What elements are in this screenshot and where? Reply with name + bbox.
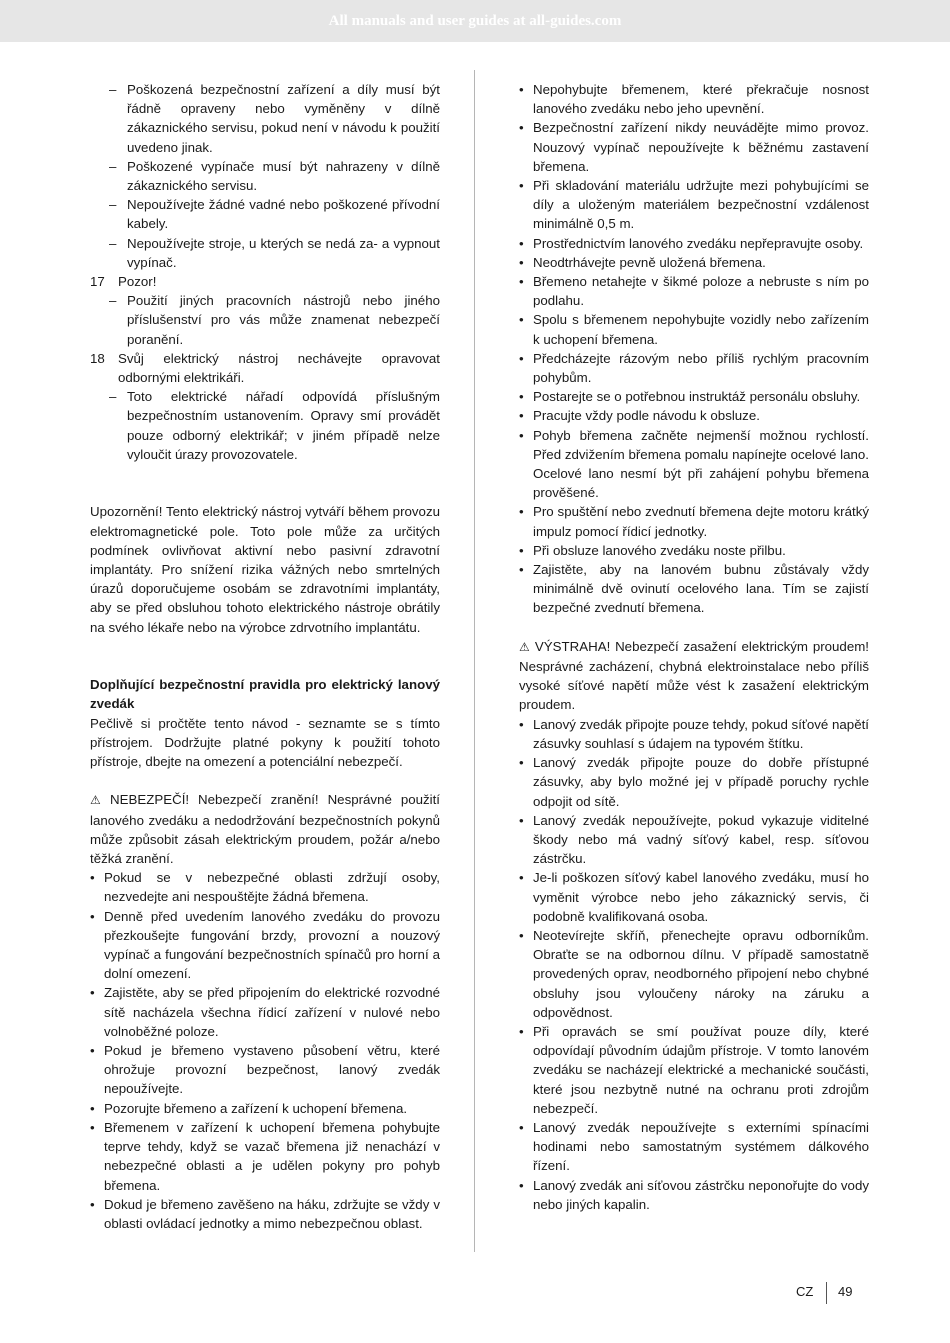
- list-item: • Je-li poškozen síťový kabel lanového zvedáku, musí ho vyměnit výrobce nebo jeho zákaznický servis, či podobně kvalifikovaná osoba.: [519, 870, 869, 924]
- list-item: • Pracujte vždy podle návodu k obsluze.: [519, 408, 760, 424]
- numbered-item-18: 18 Svůj elektrický nástroj nechávejte opravovat odbornými elektrikáři.: [90, 350, 440, 386]
- list-item: • Pro spuštění nebo zvednutí břemena dejte motoru krátký impulz pomocí řídicí jednotky.: [519, 504, 869, 539]
- list-item: • Neodtrhávejte pevně uložená břemena.: [519, 254, 766, 270]
- language-code: CZ: [796, 1284, 814, 1299]
- list-item: – Poškozené vypínače musí být nahrazeny v dílně zákaznického servisu.: [109, 158, 440, 194]
- list-item: • Bezpečnostní zařízení nikdy neuvádějte mimo provoz. Nouzový vypínač nepoužívejte k běžnému zastavení břemena.: [519, 120, 869, 174]
- list-item: • Pohyb břemena začněte nejmenší možnou rychlostí. Před zdvižením břemena pomalu napínejte ocelové lano. Ocelové lano nesmí být při zahájení pohybu břemena prověšené.: [519, 427, 869, 501]
- page-footer: [770, 1282, 860, 1304]
- list-item: – Nepoužívejte žádné vadné nebo poškozené přívodní kabely.: [109, 197, 440, 232]
- emf-note: Upozornění! Tento elektrický nástroj vytváří během provozu elektromagnetické pole. Toto pole může za určitých podmínek ovlivňovat aktivní nebo pasivní zdravotní implantáty. Pro snížení rizika vážných nebo smrtelných úrazů doporučujeme osobám se zdravotními implantáty, aby se před obsluhou tohoto elektrického nástroje obrátily na svého lékaře nebo na výrobce zdrvotního implantátu.: [90, 504, 440, 635]
- list-item: • Zajistěte, aby se před připojením do elektrické rozvodné sítě nacházela všechna řídicí zařízení v nulové nebo volnoběžné poloze.: [90, 985, 440, 1039]
- list-item: – Nepoužívejte stroje, u kterých se nedá za- a vypnout vypínač.: [109, 235, 440, 270]
- bullet-list-handling: [519, 80, 869, 618]
- warning-triangle-icon: ⚠: [90, 793, 107, 808]
- right-column: [519, 80, 869, 1214]
- list-item: • Lanový zvedák ani síťovou zástrčku neponořujte do vody nebo jiných kapalin.: [519, 1177, 869, 1212]
- list-item: • Zajistěte, aby na lanovém bubnu zůstávaly vždy minimálně dvě ovinutí ocelového lana. Tím se zajistí bezpečné zvednutí břemena.: [519, 562, 869, 616]
- site-banner: All manuals and user guides at all-guides.com: [0, 0, 950, 42]
- dash-list-repairs: [90, 80, 440, 272]
- column-divider: [474, 70, 475, 1252]
- list-item: • Prostřednictvím lanového zvedáku nepřepravujte osoby.: [519, 235, 864, 251]
- left-column: [90, 80, 440, 1233]
- list-item: • Lanový zvedák připojte pouze do dobře přístupné zásuvky, aby bylo možné jej v případě poruchy rychle odpojit od sítě.: [519, 755, 869, 809]
- section-heading: Doplňující bezpečnostní pravidla pro elektrický lanový zvedák: [90, 677, 440, 712]
- list-item: • Při obsluze lanového zvedáku noste přilbu.: [519, 542, 786, 558]
- list-item: • Pokud je břemeno vystaveno působení větru, které ohrožuje provozní bezpečnost, lanový zvedák nepoužívejte.: [90, 1043, 440, 1097]
- list-item: – Poškozená bezpečnostní zařízení a díly musí být řádně opraveny nebo vyměněny v dílně zákaznického servisu, pokud není v návodu k použití uvedeno jinak.: [109, 82, 440, 155]
- list-item: • Postarejte se o potřebnou instruktáž personálu obsluhy.: [519, 389, 861, 405]
- list-item: • Břemeno netahejte v šikmé poloze a nebruste s ním po podlahu.: [519, 274, 869, 309]
- footer-divider: [826, 1282, 827, 1304]
- list-item: • Spolu s břemenem nepohybujte vozidly nebo zařízením k uchopení břemena.: [519, 312, 869, 347]
- list-item: • Denně před uvedením lanového zvedáku do provozu přezkoušejte fungování brzdy, provozní a nouzový vypínač a fungování bezpečnostních spínačů pro horní a dolní omezení.: [90, 908, 440, 982]
- list-item: • Pokud se v nebezpečné oblasti zdržují osoby, nezvedejte ani nespouštějte žádná břemena.: [90, 870, 440, 905]
- intro-paragraph: Pečlivě si pročtěte tento návod - seznamte se s tímto přístrojem. Dodržujte platné pokyny k použití tohoto přístroje, dbejte na omezení a potenciální nebezpečí.: [90, 715, 440, 770]
- warning-notice: ⚠ VÝSTRAHA! Nebezpečí zasažení elektrickým proudem! Nesprávné zacházení, chybná elektroinstalace nebo příliš vysoké síťové napětí může vést k zasažení elektrickým proudem.: [519, 638, 869, 713]
- bullet-list-electrical: [519, 715, 869, 1214]
- list-item: • Dokud je břemeno zavěšeno na háku, zdržujte se vždy v oblasti ovládací jednotky a mimo nebezpečnou oblast.: [90, 1196, 440, 1231]
- page-number: 49: [838, 1284, 853, 1299]
- list-item: • Nepohybujte břemenem, které překračuje nosnost lanového zvedáku nebo jeho upevnění.: [519, 82, 869, 117]
- list-item: – Použití jiných pracovních nástrojů nebo jiného příslušenství pro vás může znamenat nebezpečí poranění.: [109, 293, 440, 347]
- list-item: • Lanový zvedák připojte pouze tehdy, pokud síťové napětí zásuvky souhlasí s údajem na typovém štítku.: [519, 716, 869, 751]
- list-item: • Při opravách se smí používat pouze díly, které odpovídají původním údajům přístroje. V tomto lanovém zvedáku se nacházejí elektrické a mechanické součásti, které jsou nezbytně nutné na ochranu proti zdrojům nebezpečí.: [519, 1023, 869, 1116]
- list-item: • Předcházejte rázovým nebo příliš rychlým pracovním pohybům.: [519, 350, 869, 386]
- danger-notice: ⚠ NEBEZPEČÍ! Nebezpečí zranění! Nesprávné použití lanového zvedáku a nedodržování bezpečnostních pokynů může způsobit zásah elektrickým proudem, požár a/nebo těžká zranění.: [90, 792, 441, 867]
- list-item: – Toto elektrické nářadí odpovídá příslušným bezpečnostním ustanovením. Opravy smí provádět pouze odborný elektrikář; v jiném případě nelze vyloučit úrazy provozovatele.: [109, 389, 440, 462]
- list-item: • Při skladování materiálu udržujte mezi pohybujícími se díly a uloženým materiálem bezpečnostní vzdálenost minimálně 0,5 m.: [519, 178, 869, 232]
- list-item: • Lanový zvedák nepoužívejte s externími spínacími hodinami nebo samostatným systémem dálkového řízení.: [519, 1119, 869, 1174]
- numbered-item-17: 17 Pozor!: [90, 274, 157, 290]
- list-item: • Lanový zvedák nepoužívejte, pokud vykazuje viditelné škody nebo má vadný síťový kabel, resp. síťovou zástrčku.: [519, 812, 869, 867]
- list-item: • Břemenem v zařízení k uchopení břemena pohybujte teprve tehdy, když se vazač břemena již nenachází v nebezpečné oblasti a je udělen pokyny pro pohyb břemena.: [90, 1119, 440, 1193]
- list-item: • Pozorujte břemeno a zařízení k uchopení břemena.: [90, 1100, 408, 1116]
- list-item: • Neotevírejte skříň, přenechejte opravu odborníkům. Obraťte se na odbornou dílnu. V případě samostatně provedených oprav, neodborného připojení nebo chybné obsluhy jsou vyloučeny nároky na záruku a odpovědnost.: [519, 927, 869, 1020]
- bullet-list-danger: [90, 868, 440, 1233]
- warning-triangle-icon: ⚠: [519, 639, 531, 654]
